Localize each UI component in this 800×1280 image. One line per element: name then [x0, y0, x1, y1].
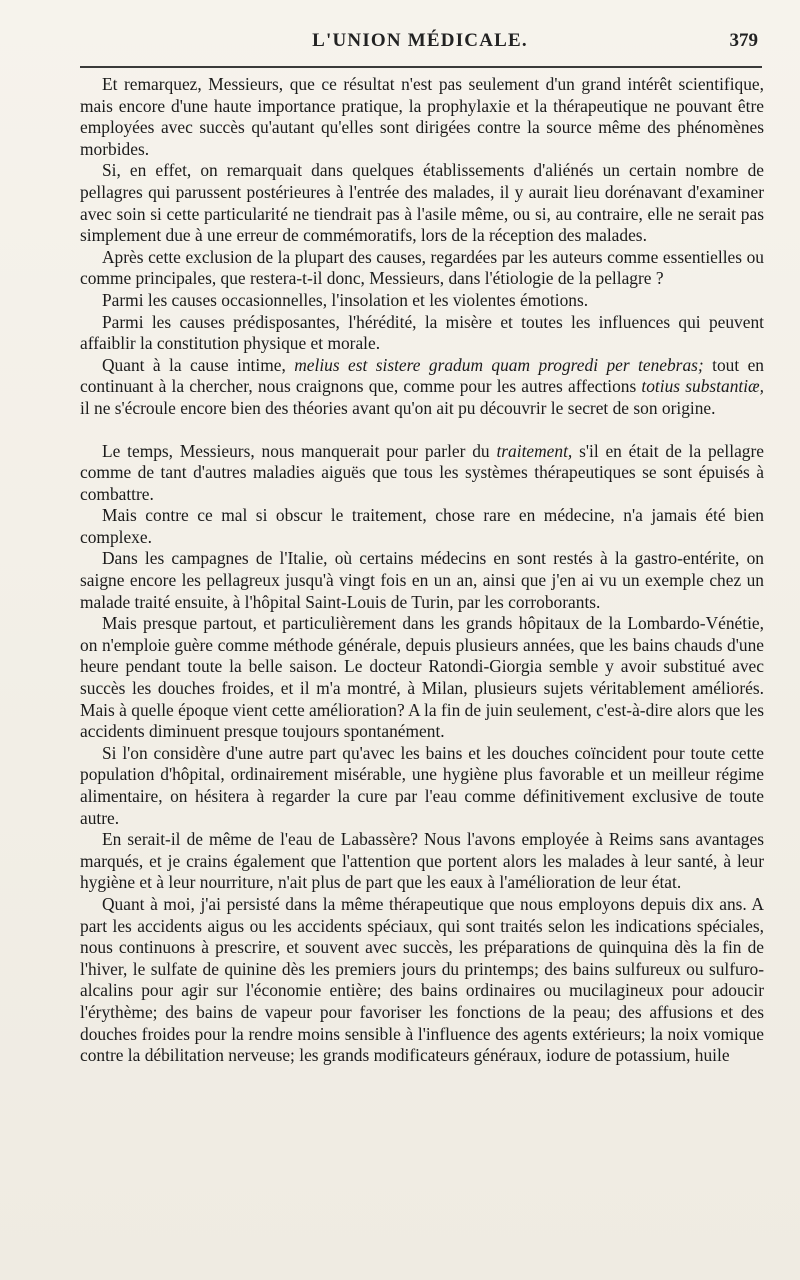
paragraph: Mais presque partout, et particulièrement dans les grands hôpitaux de la Lombardo-Vénétie, on n'emploie guère comme méthode générale, depuis plusieurs années, que les bains chauds d'une heure pendant toute la belle saison. Le docteur Ratondi-Giorgia semble y avoir substitué avec succès les douches froides, et il m'a montré, à Milan, plusieurs sujets véritablement améliorés. Mais à quelle époque vient cette amélioration? A la fin de juin seulement, c'est-à-dire alors que les accidents diminuent presque toujours spontanément. [80, 613, 764, 742]
paragraph [80, 441, 764, 506]
text-run: Le temps, Messieurs, nous manquerait pour parler du [102, 440, 497, 461]
paragraph: Parmi les causes prédisposantes, l'hérédité, la misère et toutes les influences qui peuvent affaiblir la constitution physique et morale. [80, 311, 764, 354]
header-rule [80, 66, 762, 68]
page-number: 379 [729, 30, 758, 51]
latin-phrase: melius est sistere gradum quam progredi per tenebras; [294, 354, 704, 375]
paragraph: Après cette exclusion de la plupart des causes, regardées par les auteurs comme essentielles ou comme principales, que restera-t-il donc, Messieurs, dans l'étiologie de la pellagre ? [80, 246, 764, 289]
text-run: s'il en était de la pellagre comme de tant d'autres maladies aiguës que tous les systèmes thérapeutiques se sont épuisés à combattre. [80, 440, 764, 504]
paragraph: Si l'on considère d'une autre part qu'avec les bains et les douches coïncident pour toute cette population d'hôpital, ordinairement misérable, une hygiène plus favorable et un meilleur régime alimentaire, on hésitera à regarder la cure par l'eau comme définitivement exclusive de toute autre. [80, 742, 764, 828]
page-header [80, 28, 760, 62]
paragraph: En serait-il de même de l'eau de Labassère? Nous l'avons employée à Reims sans avantages marqués, et je crains également que l'attention que portent alors les malades à leur santé, à leur hygiène et à leur nourriture, n'ait plus de part que les eaux à l'amélioration de leur état. [80, 829, 764, 893]
emphasized-word: traitement, [496, 440, 573, 461]
paragraph: Parmi les causes occasionnelles, l'insolation et les violentes émotions. [102, 289, 589, 310]
latin-phrase: totius substantiæ, [641, 376, 764, 397]
text-run: tout en continuant à la chercher, nous craignons que, comme pour les autres affections [80, 354, 764, 397]
paragraph: Mais contre ce mal si obscur le traitement, chose rare en médecine, n'a jamais été bien complexe. [80, 505, 764, 547]
running-title: L'UNION MÉDICALE. [312, 30, 528, 51]
body-text [80, 74, 764, 1067]
text-run: il ne s'écroule encore bien des théories avant qu'on ait pu découvrir le secret de son origine. [80, 397, 716, 418]
paragraph [80, 355, 764, 420]
paragraph: Dans les campagnes de l'Italie, où certains médecins en sont restés à la gastro-entérite, on saigne encore les pellagreux jusqu'à vingt fois en un an, ainsi que j'en ai vu un exemple chez un malade traité ensuite, à l'hôpital Saint-Louis de Turin, par les corroborants. [80, 548, 764, 612]
text-run: Quant à la cause intime, [102, 354, 295, 375]
paragraph: Quant à moi, j'ai persisté dans la même thérapeutique que nous employons depuis dix ans. A part les accidents aigus ou les accidents spéciaux, qui sont traités selon les indications spéciales, nous continuons à prescrire, et souvent avec succès, les préparations de quinquina dès la fin de l'hiver, le sulfate de quinine dès les premiers jours du printemps; des bains sulfureux ou sulfuro-alcalins pour agir sur l'économie entière; des bains ordinaires ou mucilagineux pour adoucir l'érythème; des bains de vapeur pour favoriser les fonctions de la peau; des affusions et des douches froides pour la rendre moins sensible à l'influence des agents extérieurs; la noix vomique contre la débilitation nerveuse; les grands modificateurs généraux, iodure de potassium, huile [80, 893, 764, 1066]
paragraph: Et remarquez, Messieurs, que ce résultat n'est pas seulement d'un grand intérêt scientifique, mais encore d'une haute importance pratique, la prophylaxie et la thérapeutique ne pouvant être employées avec succès qu'autant qu'elles sont dirigées contre la source même des phénomènes morbides. [80, 74, 764, 159]
paragraph: Si, en effet, on remarquait dans quelques établissements d'aliénés un certain nombre de pellagres qui parussent postérieures à l'entrée des malades, il y aurait lieu dorénavant d'examiner avec soin si cette particularité ne tiendrait pas à l'asile même, ou si, au contraire, elle ne serait pas simplement due à une erreur de commémoratifs, lors de la réception des malades. [80, 160, 764, 246]
